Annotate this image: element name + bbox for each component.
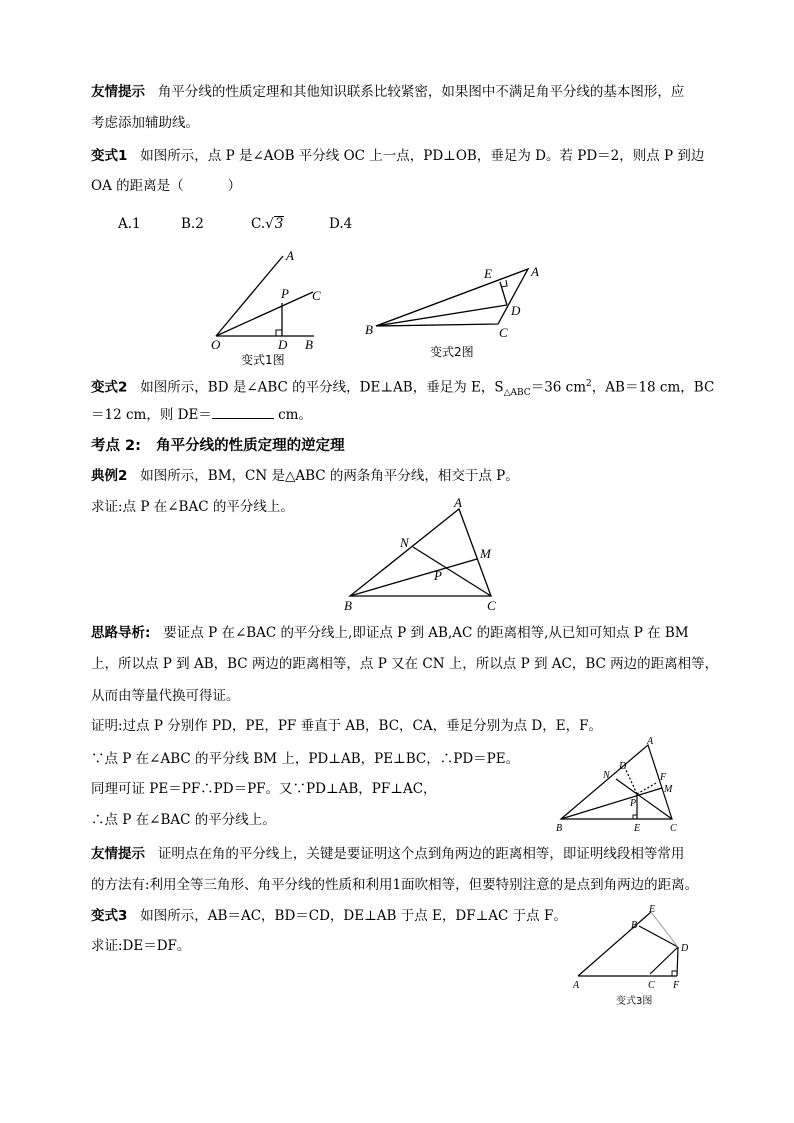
key-point-2 xyxy=(91,436,345,456)
key-point-2-text: 角平分线的性质定理的逆定理 xyxy=(156,438,345,454)
fig1-caption: 变式1图 xyxy=(241,353,285,367)
fig2-label-d: D xyxy=(511,303,521,318)
proof-line-3: 同理可证 PE＝PF∴PD＝PF。又∵PD⊥AB，PF⊥AC， xyxy=(91,781,437,797)
analysis-text-1: 要证点 P 在∠BAC 的平分线上,即证点 P 到 AB,AC 的距离相等,从已知可知点 P 在 BM xyxy=(163,625,689,641)
variant-3-line-2: 求证:DE＝DF。 xyxy=(91,938,191,954)
fig4-label-m: M xyxy=(664,784,673,795)
tip-2-line-2: 的方法有:利用全等三角形、角平分线的性质和利用1面吹相等，但要特别注意的是点到角两边的距离。 xyxy=(91,877,699,893)
fig4-label-b: B xyxy=(556,823,563,834)
tip-2-line-1 xyxy=(91,844,684,864)
variant-1-line-2 xyxy=(91,176,241,196)
fig4-label-p: P xyxy=(630,798,637,809)
option-c-root: 3 xyxy=(274,216,284,232)
fig3-label-n: N xyxy=(400,535,409,550)
example-2-line-1 xyxy=(91,466,519,486)
figure-variant-3 xyxy=(568,900,698,1015)
figure-example-2 xyxy=(340,494,510,619)
tip-1-line-1 xyxy=(91,82,684,102)
variant-1-text-2: OA 的距离是（ xyxy=(91,178,184,194)
fig1-label-b: B xyxy=(305,337,313,352)
fig3-label-p: P xyxy=(434,568,442,583)
option-a: A.1 xyxy=(118,216,141,232)
proof-line-1: 证明:过点 P 分别作 PD，PE，PF 垂直于 AB，BC，CA，垂足分别为点 D，E，F。 xyxy=(91,718,602,734)
option-c-prefix: C. xyxy=(251,216,266,232)
example-2-line-2: 求证:点 P 在∠BAC 的平分线上。 xyxy=(91,499,294,515)
option-d: D.4 xyxy=(329,216,353,232)
proof-line-4: ∴点 P 在∠BAC 的平分线上。 xyxy=(91,812,276,828)
analysis-line-1 xyxy=(91,623,689,643)
fig1-label-o: O xyxy=(211,337,221,352)
variant-1-text: 如图所示，点 P 是∠AOB 平分线 OC 上一点，PD⊥OB，垂足为 D。若 PD＝2，则点 P 到边 xyxy=(140,148,705,164)
analysis-line-2: 上，所以点 P 到 AB，BC 两边的距离相等，点 P 又在 CN 上，所以点 P 到 AC，BC 两边的距离相等， xyxy=(91,656,719,672)
fig5-label-e: E xyxy=(649,904,656,915)
fig3-label-c: C xyxy=(487,598,496,613)
fig1-label-d: D xyxy=(278,337,288,352)
fig5-label-c: C xyxy=(648,980,655,991)
variant-1-line-1 xyxy=(91,146,704,166)
variant-2-label: 变式2 xyxy=(91,379,128,396)
variant-3-label: 变式3 xyxy=(91,908,128,924)
fig4-label-e: E xyxy=(634,823,641,834)
tip-2-label: 友情提示 xyxy=(91,846,145,862)
fig2-caption: 变式2图 xyxy=(430,345,474,359)
variant-3-line-1 xyxy=(91,906,567,926)
variant-2-sup: 2 xyxy=(586,379,592,389)
fig5-caption: 变式3图 xyxy=(616,996,653,1007)
variant-2-line-2-b: cm。 xyxy=(278,407,312,423)
fig5-label-a: A xyxy=(573,980,580,991)
variant-2-line-2-a: ＝12 cm，则 DE＝ xyxy=(91,407,212,423)
variant-2-line-1 xyxy=(91,374,714,403)
variant-1-paren-close: ） xyxy=(227,178,242,194)
proof-line-2: ∵点 P 在∠ABC 的平分线 BM 上，PD⊥AB，PE⊥BC，∴PD＝PE。 xyxy=(91,751,520,767)
fig1-label-a: A xyxy=(286,248,294,263)
fig5-label-b: B xyxy=(631,920,638,931)
fig2-label-c: C xyxy=(499,325,508,340)
fig2-label-a: A xyxy=(531,264,539,279)
tip-1-label: 友情提示 xyxy=(91,84,145,100)
variant-2-text-c: ，AB＝18 cm，BC xyxy=(591,379,715,396)
figure-variant-1 xyxy=(200,240,340,370)
variant-2-text-a: 如图所示，BD 是∠ABC 的平分线，DE⊥AB，垂足为 E，S xyxy=(140,379,504,396)
fig2-label-e: E xyxy=(484,266,492,281)
fig4-label-f: F xyxy=(660,772,667,783)
variant-2-text-b: ＝36 cm xyxy=(530,379,587,396)
fig4-label-a: A xyxy=(647,736,654,747)
fig3-label-m: M xyxy=(480,546,491,561)
variant-3-text: 如图所示，AB＝AC，BD＝CD，DE⊥AB 于点 E，DF⊥AC 于点 F。 xyxy=(140,908,567,924)
variant-2-sub: △ABC xyxy=(503,388,531,399)
answer-blank[interactable] xyxy=(212,404,274,419)
fig2-label-b: B xyxy=(365,322,373,337)
fig5-label-f: F xyxy=(673,980,680,991)
fig3-label-a: A xyxy=(454,495,462,510)
fig1-label-p: P xyxy=(281,286,289,301)
analysis-label: 思路导析: xyxy=(91,625,151,641)
option-b: B.2 xyxy=(181,216,204,232)
key-point-2-label: 考点 2: xyxy=(91,438,141,454)
fig4-label-n: N xyxy=(603,770,610,781)
variant-1-label: 变式1 xyxy=(91,148,128,164)
tip-1-line-2: 考虑添加辅助线。 xyxy=(91,115,199,131)
variant-2-line-2 xyxy=(91,404,312,425)
fig3-label-b: B xyxy=(344,598,352,613)
fig5-label-d: D xyxy=(681,943,689,954)
example-2-label: 典例2 xyxy=(91,468,128,484)
fig4-label-d: D xyxy=(619,761,627,772)
tip-1-text: 角平分线的性质定理和其他知识联系比较紧密，如果图中不满足角平分线的基本图形，应 xyxy=(157,84,685,100)
option-c: C.√3 xyxy=(251,216,284,232)
fig4-label-c: C xyxy=(670,823,677,834)
fig1-label-c: C xyxy=(312,288,321,303)
analysis-line-3: 从而由等量代换可得证。 xyxy=(91,688,240,704)
example-2-text: 如图所示，BM，CN 是△ABC 的两条角平分线，相交于点 P。 xyxy=(140,468,519,484)
figure-variant-2 xyxy=(362,258,552,364)
tip-2-text-1: 证明点在角的平分线上，关键是要证明这个点到角两边的距离相等，即证明线段相等常用 xyxy=(157,846,685,862)
figure-proof xyxy=(552,736,702,836)
